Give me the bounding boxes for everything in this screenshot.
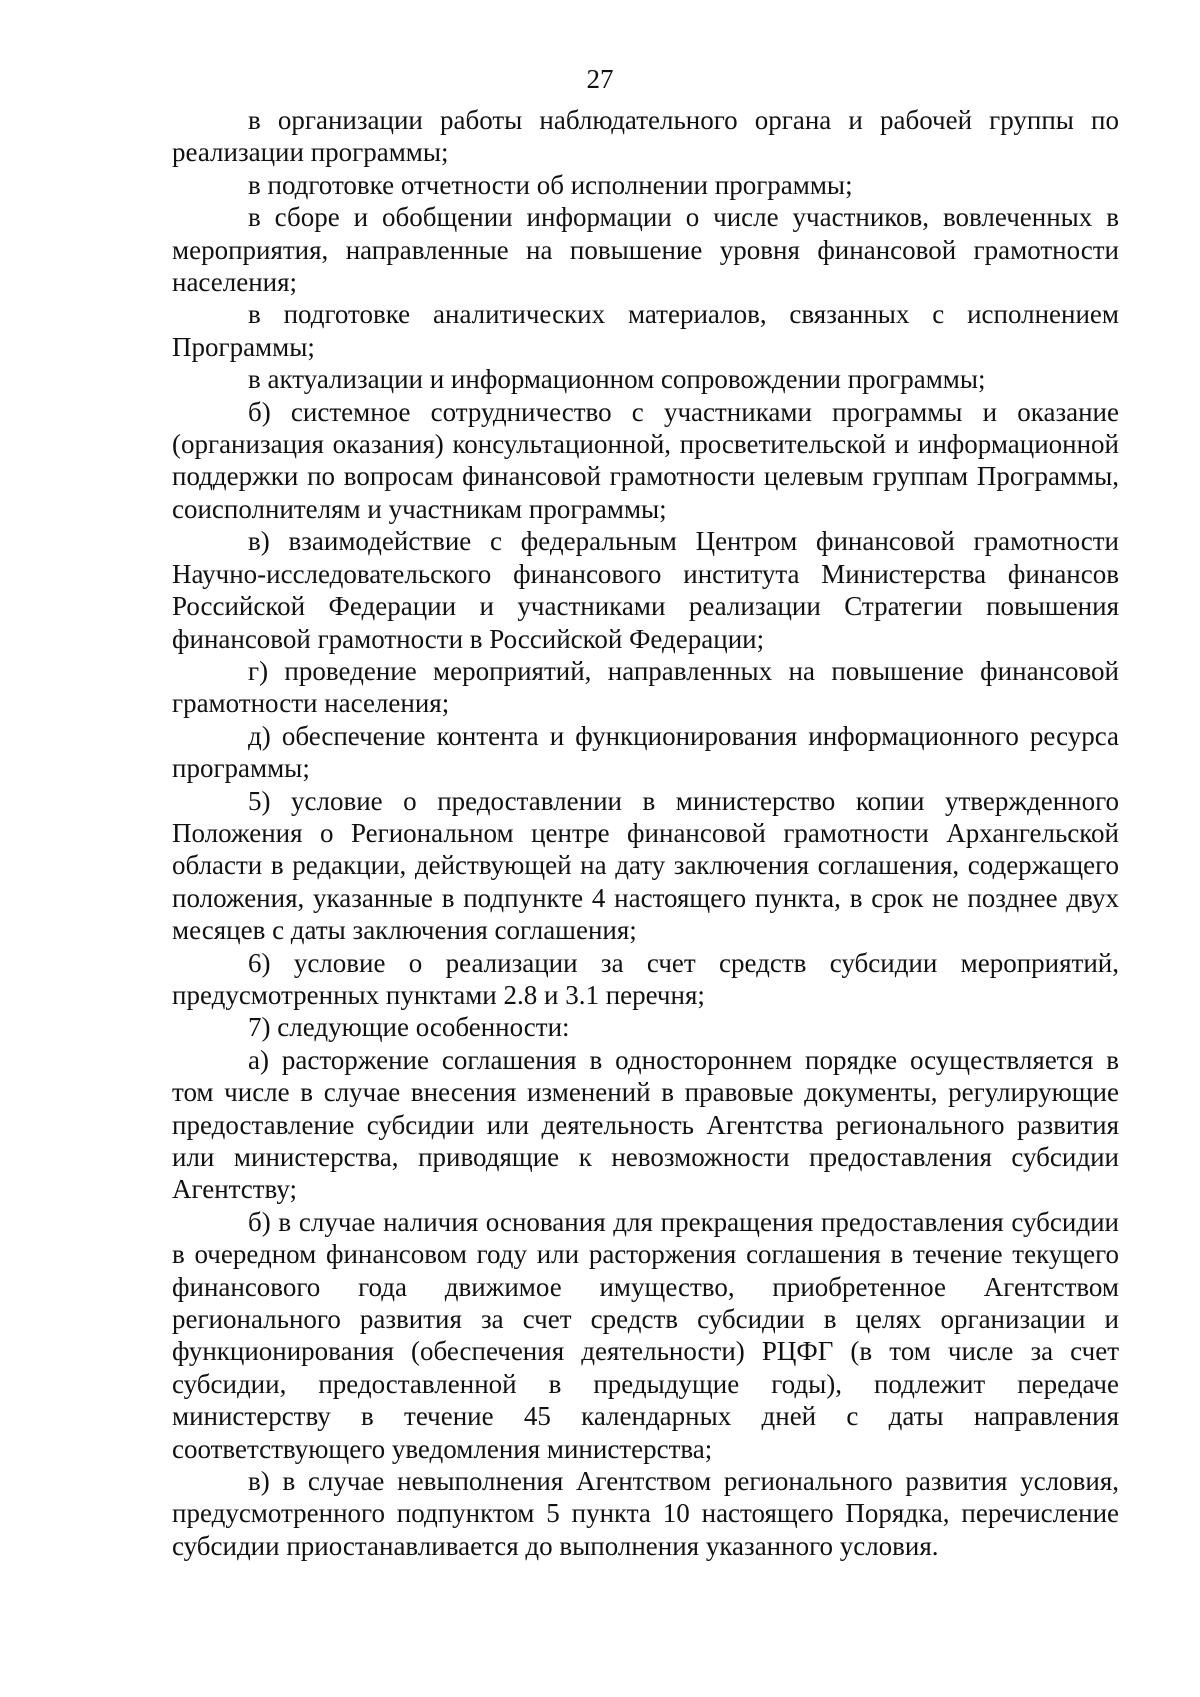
paragraph: в) в случае невыполнения Агентством регионального развития условия, предусмотренного подпунктом 5 пункта 10 настоящего Порядка, перечисление субсидии приостанавливается до выполнения указанного условия. — [172, 1466, 1119, 1561]
paragraph: в актуализации и информационном сопровождении программы; — [248, 364, 986, 395]
paragraph: г) проведение мероприятий, направленных на повышение финансовой грамотности населения; — [172, 655, 1119, 719]
paragraph: 5) условие о предоставлении в министерство копии утвержденного Положения о Региональном центре финансовой грамотности Архангельской области в редакции, действующей на дату заключения соглашения, содержащего положения, указанные в подпункте 4 настоящего пункта, в срок не позднее двух месяцев с даты заключения соглашения; — [172, 785, 1119, 946]
page-number: 27 — [586, 64, 614, 94]
paragraph: в сборе и обобщении информации о числе участников, вовлеченных в мероприятия, направленные на повышение уровня финансовой грамотности населения; — [172, 202, 1119, 298]
paragraph: 6) условие о реализации за счет средств субсидии мероприятий, предусмотренных пунктами 2.8 и 3.1 перечня; — [172, 947, 1119, 1010]
paragraph: б) системное сотрудничество с участниками программы и оказание (организация оказания) консультационной, просветительской и информационной поддержки по вопросам финансовой грамотности целевым группам Программы, соисполнителям и участникам программы; — [172, 396, 1119, 524]
paragraph: в подготовке аналитических материалов, связанных с исполнением Программы; — [172, 299, 1119, 362]
document-body — [172, 104, 1119, 1562]
paragraph: 7) следующие особенности: — [248, 1012, 570, 1043]
paragraph: а) расторжение соглашения в одностороннем порядке осуществляется в том числе в случае внесения изменений в правовые документы, регулирующие предоставление субсидии или деятельность Агентства регионального развития или министерства, приводящие к невозможности предоставления субсидии Агентству; — [172, 1044, 1119, 1205]
paragraph: в подготовке отчетности об исполнении программы; — [248, 169, 853, 200]
paragraph: в) взаимодействие с федеральным Центром финансовой грамотности Научно-исследовательского финансового института Министерства финансов Российской Федерации и участниками реализации Стратегии повышения финансовой грамотности в Российской Федерации; — [172, 526, 1119, 654]
paragraph: в организации работы наблюдательного органа и рабочей группы по реализации программы; — [172, 105, 1119, 168]
paragraph: д) обеспечение контента и функционирования информационного ресурса программы; — [172, 720, 1119, 784]
paragraph: б) в случае наличия основания для прекращения предоставления субсидии в очередном финансовом году или расторжения соглашения в течение текущего финансового года движимое имущество, приобретенное Агентством регионального развития за счет средств субсидии в целях организации и функционирования (обеспечения деятельности) РЦФГ (в том числе за счет субсидии, предоставленной в предыдущие годы), подлежит передаче министерству в течение 45 календарных дней с даты направления соответствующего уведомления министерства; — [172, 1206, 1119, 1464]
